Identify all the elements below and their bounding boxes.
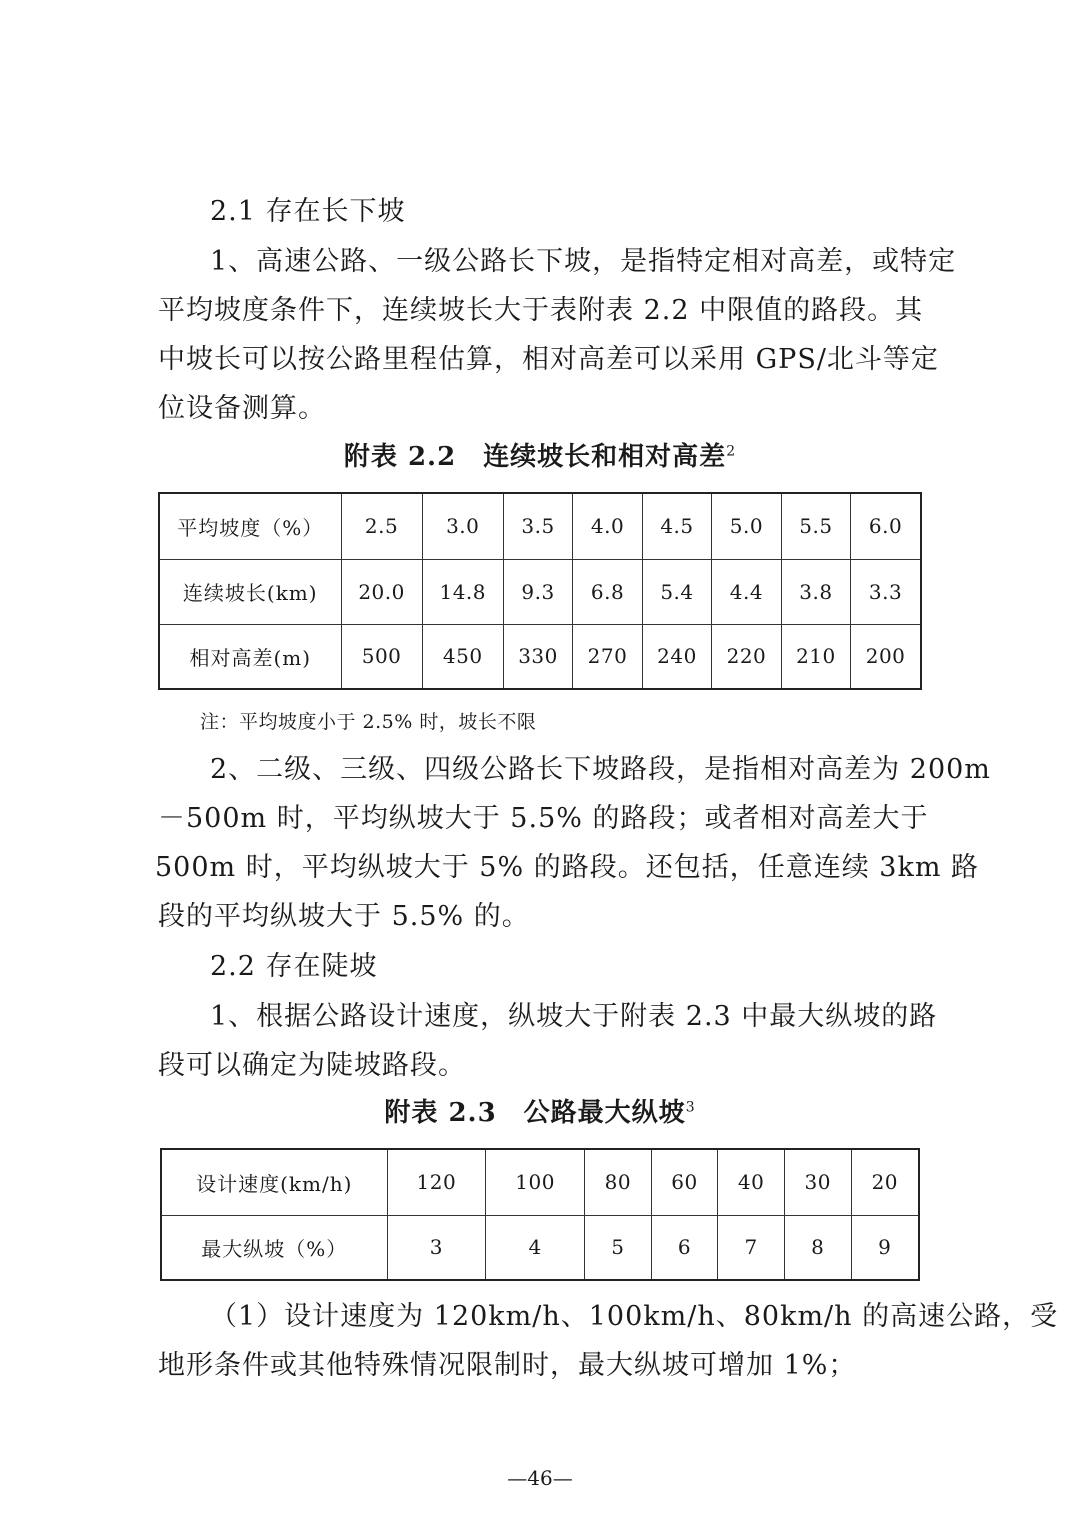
table-row [161, 1215, 919, 1280]
table-cell: 4.5 [642, 493, 711, 559]
table-row [159, 624, 921, 689]
table-2-3 [160, 1148, 920, 1281]
table-cell: 9.3 [503, 559, 572, 624]
table-cell: 3.5 [503, 493, 572, 559]
table-cell: 3.3 [851, 559, 921, 624]
table-row-label: 最大纵坡（%） [161, 1215, 387, 1280]
table-2-2-note: 注：平均坡度小于 2.5% 时，坡长不限 [200, 711, 537, 733]
table-row [159, 493, 921, 559]
table-row-label: 连续坡长(km) [159, 559, 341, 624]
table-cell: 4.4 [712, 559, 781, 624]
table-2-2-caption-text: 附表 2.2 连续坡长和相对高差 [343, 442, 727, 472]
table-row [159, 559, 921, 624]
table-cell: 9 [851, 1215, 919, 1280]
table-cell: 330 [503, 624, 572, 689]
paragraph-1-line-1: 1、高速公路、一级公路长下坡，是指特定相对高差，或特定 [210, 246, 957, 277]
paragraph-3-line-1: 1、根据公路设计速度，纵坡大于附表 2.3 中最大纵坡的路 [210, 1001, 938, 1032]
paragraph-3-line-2: 段可以确定为陡坡路段。 [158, 1050, 466, 1081]
table-cell: 5.0 [712, 493, 781, 559]
section-heading-2-2: 2.2 存在陡坡 [210, 951, 378, 982]
table-cell: 6 [651, 1215, 718, 1280]
table-cell: 20 [851, 1149, 919, 1215]
table-2-2-footnote-mark: 2 [726, 443, 737, 460]
table-cell: 80 [585, 1149, 652, 1215]
table-cell: 220 [712, 624, 781, 689]
table-row [161, 1149, 919, 1215]
table-cell: 6.8 [573, 559, 642, 624]
table-cell: 100 [486, 1149, 585, 1215]
table-cell: 500 [341, 624, 422, 689]
table-row-label: 相对高差(m) [159, 624, 341, 689]
table-cell: 4 [486, 1215, 585, 1280]
table-cell: 8 [784, 1215, 851, 1280]
table-cell: 120 [387, 1149, 486, 1215]
paragraph-2-line-3: 500m 时，平均纵坡大于 5% 的路段。还包括，任意连续 3km 路 [155, 852, 980, 883]
table-cell: 4.0 [573, 493, 642, 559]
table-cell: 6.0 [851, 493, 921, 559]
table-cell: 450 [422, 624, 503, 689]
table-cell: 60 [651, 1149, 718, 1215]
table-2-3-footnote-mark: 3 [685, 1099, 696, 1116]
table-cell: 3.0 [422, 493, 503, 559]
table-cell: 7 [718, 1215, 785, 1280]
paragraph-2-line-2: －500m 时，平均纵坡大于 5.5% 的路段；或者相对高差大于 [158, 803, 929, 834]
table-cell: 3.8 [781, 559, 850, 624]
table-row-label: 设计速度(km/h) [161, 1149, 387, 1215]
table-2-2-caption [158, 444, 922, 470]
table-cell: 14.8 [422, 559, 503, 624]
table-2-3-caption-text: 附表 2.3 公路最大纵坡 [384, 1098, 686, 1128]
page-number: —46— [507, 1466, 573, 1490]
section-heading-2-1: 2.1 存在长下坡 [210, 196, 406, 227]
table-cell: 40 [718, 1149, 785, 1215]
table-cell: 2.5 [341, 493, 422, 559]
table-2-2 [158, 492, 922, 690]
paragraph-2-line-4: 段的平均纵坡大于 5.5% 的。 [158, 901, 530, 932]
table-row-label: 平均坡度（%） [159, 493, 341, 559]
paragraph-1-line-3: 中坡长可以按公路里程估算，相对高差可以采用 GPS/北斗等定 [158, 344, 939, 375]
paragraph-4-line-2: 地形条件或其他特殊情况限制时，最大纵坡可增加 1%； [158, 1350, 857, 1381]
table-cell: 3 [387, 1215, 486, 1280]
table-cell: 5.4 [642, 559, 711, 624]
table-cell: 30 [784, 1149, 851, 1215]
table-cell: 270 [573, 624, 642, 689]
table-cell: 210 [781, 624, 850, 689]
table-cell: 5 [585, 1215, 652, 1280]
table-cell: 20.0 [341, 559, 422, 624]
paragraph-1-line-4: 位设备测算。 [158, 393, 326, 424]
table-cell: 240 [642, 624, 711, 689]
paragraph-4-line-1: （1）设计速度为 120km/h、100km/h、80km/h 的高速公路，受 [210, 1301, 1059, 1332]
paragraph-1-line-2: 平均坡度条件下，连续坡长大于表附表 2.2 中限值的路段。其 [158, 295, 924, 326]
table-2-3-caption [158, 1100, 922, 1126]
table-cell: 200 [851, 624, 921, 689]
paragraph-2-line-1: 2、二级、三级、四级公路长下坡路段，是指相对高差为 200m [210, 754, 991, 785]
table-cell: 5.5 [781, 493, 850, 559]
